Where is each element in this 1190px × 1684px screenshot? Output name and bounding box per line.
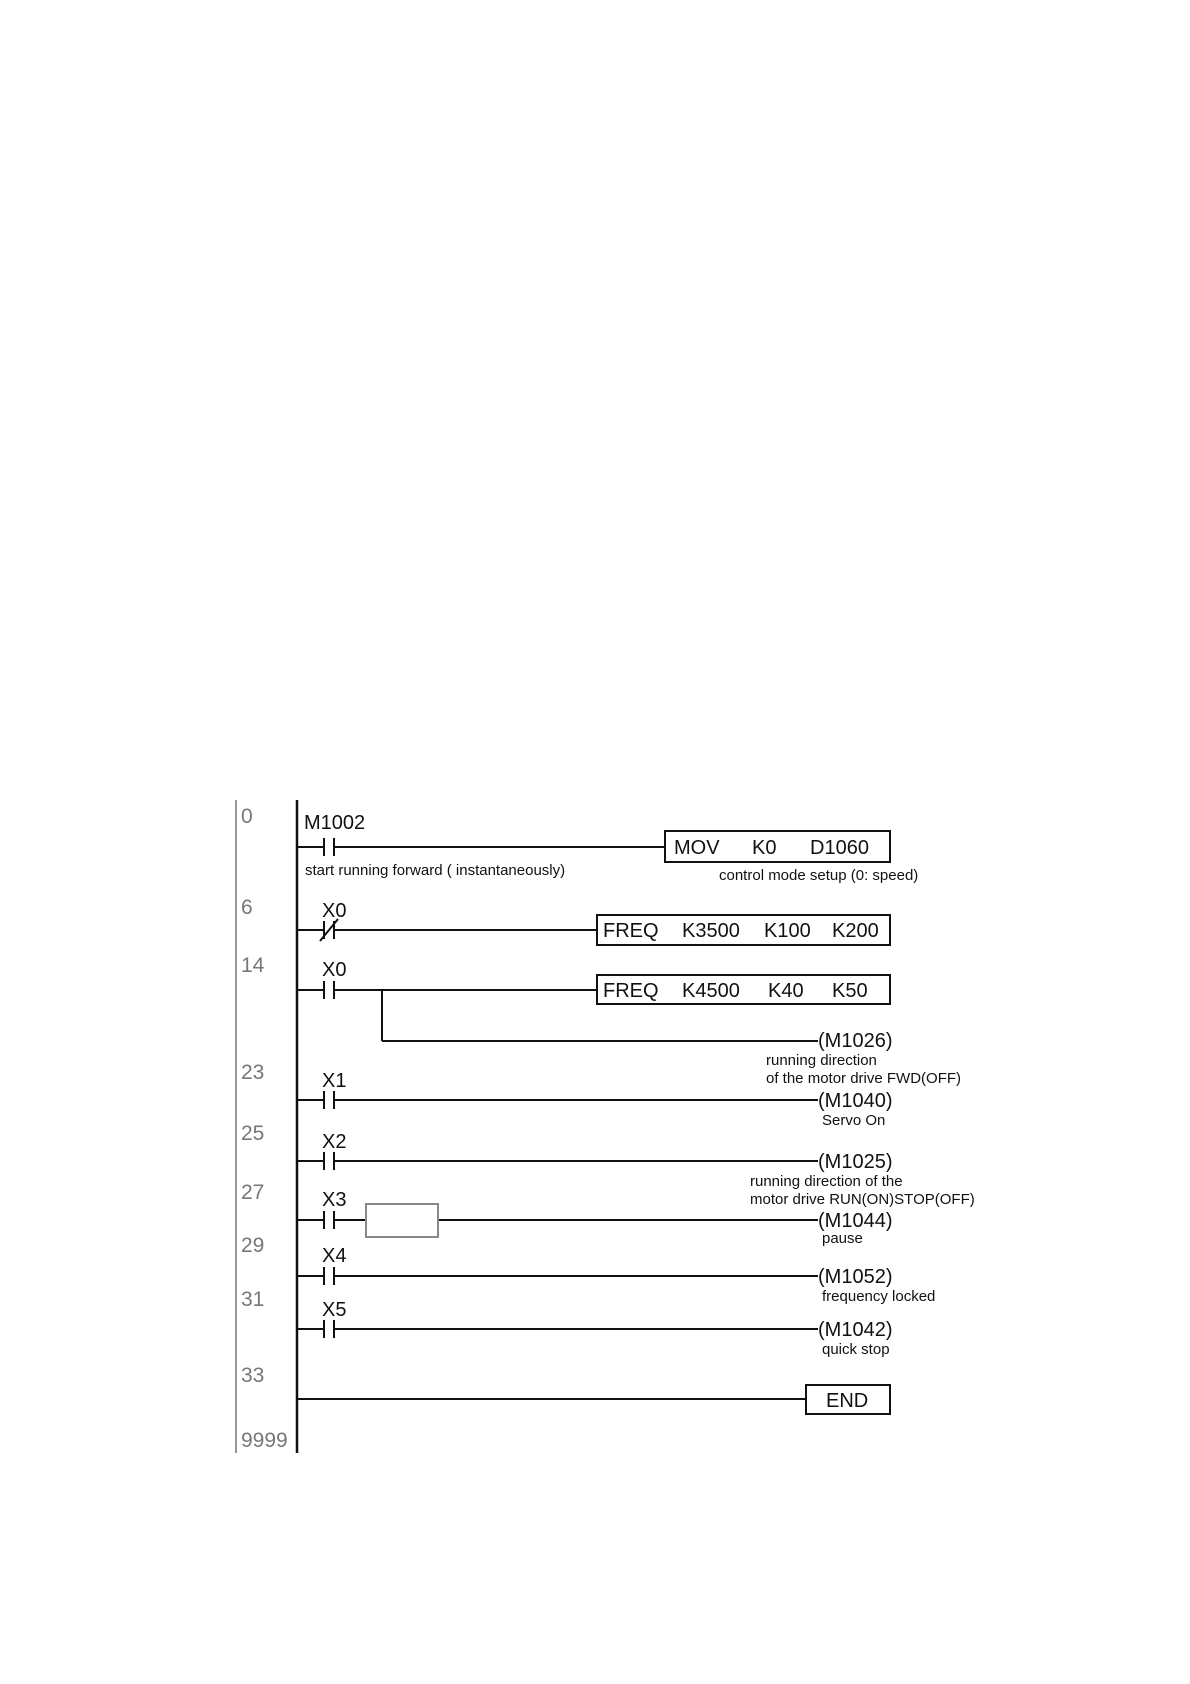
step-number: 33: [241, 1364, 265, 1387]
coil-comment: running direction of the: [750, 1173, 903, 1190]
contact-comment: start running forward ( instantaneously): [305, 862, 566, 879]
instruction-arg: K50: [832, 980, 868, 1002]
rung-31: [297, 1299, 892, 1358]
instruction-arg: K40: [768, 980, 804, 1002]
instruction-arg: D1060: [810, 837, 869, 859]
normally-open-contact-icon: [297, 1267, 818, 1285]
coil-comment: of the motor drive FWD(OFF): [766, 1070, 962, 1087]
coil-label: (M1044): [818, 1210, 893, 1232]
step-number: 29: [241, 1234, 265, 1257]
end-instruction-box: [806, 1385, 890, 1414]
instruction-op: FREQ: [603, 980, 659, 1002]
instruction-comment: control mode setup (0: speed): [719, 867, 919, 884]
instruction-arg: K4500: [682, 980, 740, 1002]
contact-label: X3: [322, 1189, 347, 1211]
instruction-box: [597, 915, 890, 945]
rung-33: [297, 1385, 890, 1414]
step-number: 31: [241, 1288, 265, 1311]
step-number: 0: [241, 805, 253, 828]
step-number: 23: [241, 1061, 265, 1084]
coil-label: (M1025): [818, 1151, 893, 1173]
step-number: 9999: [241, 1429, 288, 1452]
rung-6: [297, 900, 890, 945]
normally-open-contact-icon: [297, 1152, 818, 1170]
instruction-arg: K0: [752, 837, 777, 859]
coil-label: (M1042): [818, 1319, 893, 1341]
contact-label: X0: [322, 900, 347, 922]
normally-open-contact-icon: [297, 981, 597, 999]
step-number: 6: [241, 896, 253, 919]
contact-label: M1002: [304, 812, 366, 834]
instruction-arg: K3500: [682, 920, 740, 942]
rung-25: [297, 1131, 975, 1208]
rung-0: [297, 812, 918, 884]
normally-open-contact-icon: [297, 838, 665, 856]
instruction-box: [665, 831, 890, 862]
normally-closed-contact-icon: [297, 919, 597, 941]
coil-comment: running direction: [766, 1052, 877, 1069]
contact-label: X5: [322, 1299, 347, 1321]
instruction-arg: K200: [832, 920, 879, 942]
coil-comment: pause: [822, 1230, 863, 1247]
coil-comment: Servo On: [822, 1112, 886, 1129]
instruction-op: END: [826, 1390, 869, 1412]
coil-comment: quick stop: [822, 1341, 890, 1358]
contact-label: X0: [322, 959, 347, 981]
instruction-op: MOV: [674, 837, 720, 859]
step-number: 14: [241, 954, 265, 977]
rung-29: [297, 1245, 935, 1305]
instruction-box: [597, 975, 890, 1004]
coil-label: (M1026): [818, 1030, 893, 1052]
coil-label: (M1040): [818, 1090, 893, 1112]
normally-open-contact-icon: [297, 1091, 818, 1109]
empty-selection-box: [366, 1204, 438, 1237]
coil-comment: frequency locked: [822, 1288, 936, 1305]
instruction-arg: K100: [764, 920, 811, 942]
contact-label: X1: [322, 1070, 347, 1092]
contact-label: X2: [322, 1131, 347, 1153]
coil-comment: motor drive RUN(ON)STOP(OFF): [750, 1191, 975, 1208]
step-number: 25: [241, 1122, 265, 1145]
normally-open-contact-icon: [297, 1320, 818, 1338]
instruction-op: FREQ: [603, 920, 659, 942]
rung-14: [297, 959, 961, 1087]
step-number: 27: [241, 1181, 265, 1204]
contact-label: X4: [322, 1245, 347, 1267]
coil-label: (M1052): [818, 1266, 893, 1288]
